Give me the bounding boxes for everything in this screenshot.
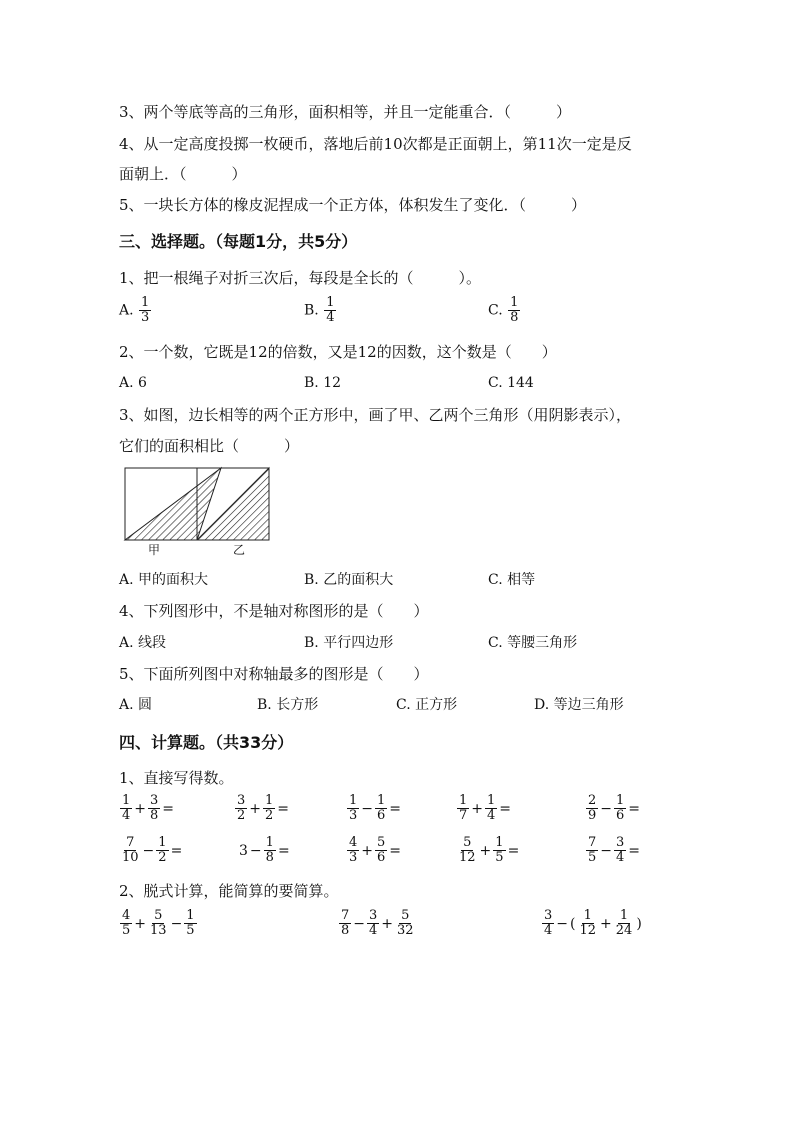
- calc-q1: 1、直接写得数。: [119, 769, 234, 787]
- plus-sign: +: [134, 915, 147, 932]
- expr-r2-4: [456, 836, 520, 865]
- equals-sign: =: [507, 842, 520, 859]
- expr-step-2: [338, 909, 417, 938]
- numerator: 1: [616, 793, 625, 808]
- fraction: [263, 794, 275, 823]
- denominator: 4: [326, 310, 335, 325]
- fraction: [264, 836, 276, 865]
- left-paren: (: [570, 915, 576, 932]
- numerator: 4: [349, 835, 358, 850]
- numerator: 3: [616, 835, 625, 850]
- minus-sign: −: [600, 800, 613, 817]
- equals-sign: =: [628, 842, 641, 859]
- numerator: 1: [186, 908, 195, 923]
- fraction: [493, 836, 505, 865]
- denominator: 3: [349, 850, 358, 865]
- choice-q3-line2: 它们的面积相比（ ）: [119, 437, 300, 455]
- denominator: 9: [588, 808, 597, 823]
- numerator: 1: [377, 793, 386, 808]
- denominator: 32: [397, 923, 414, 938]
- judge-q4-line2: 面朝上．（ ）: [119, 165, 247, 183]
- section-heading-calc: 四、计算题。（共33分）: [119, 733, 294, 752]
- denominator: 4: [369, 923, 378, 938]
- choice-q5-option-c: C. 正方形: [396, 697, 458, 713]
- denominator: 12: [459, 850, 476, 865]
- denominator: 4: [616, 850, 625, 865]
- choice-q3-option-a: A. 甲的面积大: [119, 572, 209, 588]
- numerator: 5: [154, 908, 163, 923]
- denominator: 6: [616, 808, 625, 823]
- numerator: 7: [126, 835, 135, 850]
- choice-q4-option-b: B. 平行四边形: [304, 635, 394, 651]
- judge-q3: 3、两个等底等高的三角形，面积相等，并且一定能重合．（ ）: [119, 103, 572, 121]
- choice-q5-option-a: A. 圆: [119, 697, 153, 713]
- numerator: 5: [401, 908, 410, 923]
- denominator: 5: [122, 923, 131, 938]
- fraction: [577, 909, 598, 938]
- denominator: 4: [122, 808, 131, 823]
- option-label: B.: [304, 302, 319, 319]
- fraction: [542, 909, 554, 938]
- choice-q2-option-a: A. 6: [119, 375, 147, 391]
- equals-sign: =: [389, 842, 402, 859]
- denominator: 6: [377, 850, 386, 865]
- minus-sign: −: [249, 842, 262, 859]
- denominator: 10: [122, 850, 139, 865]
- plus-sign: +: [600, 915, 612, 932]
- expr-r1-2: [234, 794, 290, 823]
- denominator: 2: [265, 808, 274, 823]
- numerator: 1: [141, 295, 150, 310]
- numerator: 1: [459, 793, 468, 808]
- fraction: [324, 296, 336, 325]
- denominator: 2: [158, 850, 167, 865]
- label-yi: 乙: [233, 543, 246, 557]
- equals-sign: =: [389, 800, 402, 817]
- numerator: 5: [377, 835, 386, 850]
- fraction: [120, 794, 132, 823]
- expr-step-3: [541, 909, 643, 938]
- fraction: [148, 794, 160, 823]
- fraction: [508, 296, 520, 325]
- minus-sign: −: [170, 915, 183, 932]
- fraction: [120, 836, 141, 865]
- fraction: [120, 909, 132, 938]
- numerator: 2: [588, 793, 597, 808]
- fraction: [457, 794, 469, 823]
- numerator: 3: [544, 908, 553, 923]
- numerator: 3: [237, 793, 246, 808]
- choice-q3-option-c: C. 相等: [488, 572, 536, 588]
- judge-q4-line1: 4、从一定高度投掷一枚硬币，落地后前10次都是正面朝上，第11次一定是反: [119, 135, 632, 153]
- choice-q4-option-c: C. 等腰三角形: [488, 635, 578, 651]
- numerator: 1: [158, 835, 167, 850]
- fraction: [614, 909, 635, 938]
- fraction: [485, 794, 497, 823]
- choice-q2: 2、一个数，它既是12的倍数，又是12的因数，这个数是（ ）: [119, 343, 557, 361]
- denominator: 7: [459, 808, 468, 823]
- choice-q1-option-a: [119, 296, 152, 325]
- numerator: 7: [588, 835, 597, 850]
- choice-q1: 1、把一根绳子对折三次后，每段是全长的（ ）。: [119, 269, 482, 287]
- plus-sign: +: [249, 800, 262, 817]
- expr-r2-2: [238, 836, 291, 865]
- expr-r1-5: [585, 794, 641, 823]
- denominator: 5: [186, 923, 195, 938]
- denominator: 12: [579, 923, 597, 938]
- right-paren: ): [636, 915, 642, 932]
- choice-q1-option-b: [304, 296, 337, 325]
- expr-r2-3: [346, 836, 402, 865]
- fraction: [347, 836, 359, 865]
- numerator: 3: [150, 793, 159, 808]
- minus-sign: −: [142, 842, 155, 859]
- plus-sign: +: [361, 842, 374, 859]
- choice-q4-option-a: A. 线段: [119, 635, 167, 651]
- expr-r1-4: [456, 794, 512, 823]
- numerator: 1: [326, 295, 335, 310]
- fraction: [184, 909, 196, 938]
- calc-q2: 2、脱式计算，能简算的要简算。: [119, 882, 339, 900]
- choice-q3-option-b: B. 乙的面积大: [304, 572, 394, 588]
- plus-sign: +: [381, 915, 394, 932]
- expr-step-1: [119, 909, 198, 938]
- fraction: [347, 794, 359, 823]
- fraction: [375, 836, 387, 865]
- numerator: 1: [122, 793, 131, 808]
- fraction: [367, 909, 379, 938]
- choice-q5-option-d: D. 等边三角形: [534, 697, 624, 713]
- choice-q2-option-b: B. 12: [304, 375, 342, 391]
- two-squares-triangle-figure: [123, 466, 273, 558]
- denominator: 5: [495, 850, 504, 865]
- denominator: 24: [615, 923, 633, 938]
- choice-q5: 5、下面所列图中对称轴最多的图形是（ ）: [119, 665, 429, 683]
- label-jia: 甲: [148, 543, 161, 557]
- choice-q4: 4、下列图形中，不是轴对称图形的是（ ）: [119, 602, 429, 620]
- denominator: 8: [341, 923, 350, 938]
- fraction: [614, 836, 626, 865]
- numerator: 1: [265, 835, 274, 850]
- numerator: 1: [583, 908, 592, 923]
- fraction: [614, 794, 626, 823]
- denominator: 8: [265, 850, 274, 865]
- denominator: 3: [141, 310, 150, 325]
- section-heading-choice: 三、选择题。（每题1分，共5分）: [119, 232, 358, 251]
- fraction: [375, 794, 387, 823]
- denominator: 3: [349, 808, 358, 823]
- fraction: [586, 836, 598, 865]
- numerator: 7: [341, 908, 350, 923]
- whole-number: 3: [239, 842, 248, 859]
- numerator: 4: [122, 908, 131, 923]
- equals-sign: =: [170, 842, 183, 859]
- minus-sign: −: [600, 842, 613, 859]
- numerator: 5: [463, 835, 472, 850]
- fraction: [586, 794, 598, 823]
- plus-sign: +: [471, 800, 484, 817]
- fraction: [148, 909, 169, 938]
- expr-r1-3: [346, 794, 402, 823]
- equals-sign: =: [499, 800, 512, 817]
- numerator: 1: [487, 793, 496, 808]
- denominator: 8: [150, 808, 159, 823]
- equals-sign: =: [628, 800, 641, 817]
- denominator: 5: [588, 850, 597, 865]
- choice-q1-option-c: [488, 296, 521, 325]
- denominator: 2: [237, 808, 246, 823]
- numerator: 1: [510, 295, 519, 310]
- equals-sign: =: [277, 842, 290, 859]
- denominator: 4: [487, 808, 496, 823]
- minus-sign: −: [353, 915, 366, 932]
- numerator: 1: [349, 793, 358, 808]
- plus-sign: +: [134, 800, 147, 817]
- judge-q5: 5、一块长方体的橡皮泥捏成一个正方体，体积发生了变化．（ ）: [119, 196, 587, 214]
- numerator: 1: [619, 908, 629, 923]
- expr-r2-5: [585, 836, 641, 865]
- minus-sign: −: [556, 915, 569, 932]
- option-label: C.: [488, 302, 503, 319]
- fraction: [339, 909, 351, 938]
- fraction: [156, 836, 168, 865]
- denominator: 4: [544, 923, 553, 938]
- plus-sign: +: [479, 842, 492, 859]
- fraction: [139, 296, 151, 325]
- choice-q2-option-c: C. 144: [488, 375, 534, 391]
- minus-sign: −: [361, 800, 374, 817]
- fraction: [235, 794, 247, 823]
- expr-r2-1: [119, 836, 183, 865]
- option-label: A.: [119, 302, 134, 319]
- expr-r1-1: [119, 794, 175, 823]
- numerator: 1: [265, 793, 274, 808]
- numerator: 3: [369, 908, 378, 923]
- fraction: [395, 909, 416, 938]
- denominator: 8: [510, 310, 519, 325]
- denominator: 13: [150, 923, 167, 938]
- choice-q3-line1: 3、如图，边长相等的两个正方形中，画了甲、乙两个三角形（用阴影表示），: [119, 406, 632, 424]
- choice-q5-option-b: B. 长方形: [257, 697, 319, 713]
- numerator: 1: [495, 835, 504, 850]
- equals-sign: =: [277, 800, 290, 817]
- fraction: [457, 836, 478, 865]
- equals-sign: =: [162, 800, 175, 817]
- denominator: 6: [377, 808, 386, 823]
